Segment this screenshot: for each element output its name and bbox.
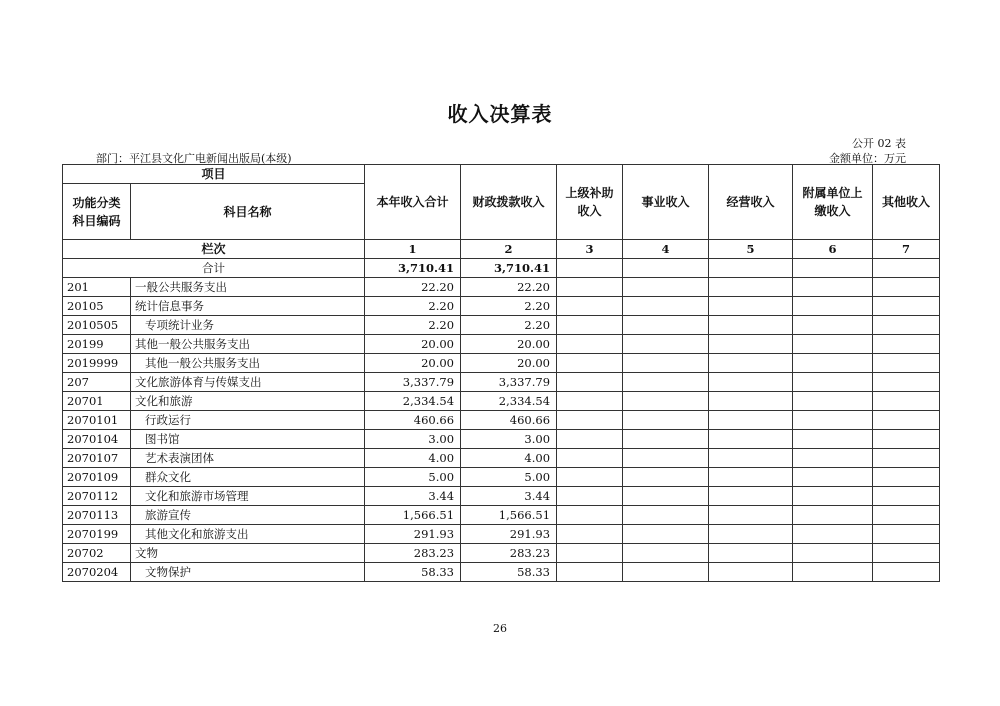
- header-affiliated: 附属单位上 缴收入: [793, 165, 873, 240]
- empty-cell: [623, 373, 709, 392]
- row-total-income: 3.44: [365, 487, 461, 506]
- empty-cell: [623, 487, 709, 506]
- empty-cell: [709, 316, 793, 335]
- row-code: 20105: [63, 297, 131, 316]
- row-code: 2070104: [63, 430, 131, 449]
- header-fiscal: 财政拨款收入: [461, 165, 557, 240]
- row-code: 207: [63, 373, 131, 392]
- empty-cell: [873, 354, 940, 373]
- total-row: [63, 259, 940, 278]
- row-name: 文物: [131, 544, 365, 563]
- row-fiscal-income: 5.00: [461, 468, 557, 487]
- row-code: 201: [63, 278, 131, 297]
- empty-cell: [557, 278, 623, 297]
- empty-cell: [557, 335, 623, 354]
- table-row: [63, 544, 940, 563]
- table-row: [63, 468, 940, 487]
- row-code: 2070112: [63, 487, 131, 506]
- empty-cell: [623, 525, 709, 544]
- header-business: 事业收入: [623, 165, 709, 240]
- table-row: [63, 506, 940, 525]
- empty-cell: [873, 392, 940, 411]
- empty-cell: [623, 316, 709, 335]
- header-other: 其他收入: [873, 165, 940, 240]
- row-total-income: 283.23: [365, 544, 461, 563]
- row-code: 20702: [63, 544, 131, 563]
- column-index-1: 1: [365, 240, 461, 259]
- row-name: 旅游宣传: [131, 506, 365, 525]
- empty-cell: [793, 411, 873, 430]
- row-fiscal-income: 58.33: [461, 563, 557, 582]
- empty-cell: [709, 259, 793, 278]
- header-name: 科目名称: [131, 184, 365, 240]
- empty-cell: [793, 392, 873, 411]
- row-name: 其他一般公共服务支出: [131, 354, 365, 373]
- table-row: [63, 487, 940, 506]
- total-label: 合计: [63, 259, 365, 278]
- row-code: 2070101: [63, 411, 131, 430]
- empty-cell: [709, 297, 793, 316]
- empty-cell: [709, 487, 793, 506]
- column-index-6: 6: [793, 240, 873, 259]
- empty-cell: [557, 392, 623, 411]
- table-row: [63, 449, 940, 468]
- header-total: 本年收入合计: [365, 165, 461, 240]
- empty-cell: [623, 430, 709, 449]
- row-name: 文物保护: [131, 563, 365, 582]
- row-total-income: 58.33: [365, 563, 461, 582]
- empty-cell: [873, 563, 940, 582]
- row-name: 其他文化和旅游支出: [131, 525, 365, 544]
- row-total-income: 2.20: [365, 316, 461, 335]
- empty-cell: [623, 544, 709, 563]
- table-row: [63, 430, 940, 449]
- row-fiscal-income: 3.00: [461, 430, 557, 449]
- row-fiscal-income: 2.20: [461, 297, 557, 316]
- empty-cell: [873, 411, 940, 430]
- page-title: 收入决算表: [447, 102, 553, 126]
- row-total-income: 2.20: [365, 297, 461, 316]
- row-name: 统计信息事务: [131, 297, 365, 316]
- empty-cell: [793, 278, 873, 297]
- empty-cell: [557, 430, 623, 449]
- table-row: [63, 563, 940, 582]
- empty-cell: [557, 487, 623, 506]
- empty-cell: [873, 335, 940, 354]
- empty-cell: [557, 411, 623, 430]
- empty-cell: [623, 468, 709, 487]
- table-row: [63, 373, 940, 392]
- empty-cell: [557, 373, 623, 392]
- empty-cell: [793, 316, 873, 335]
- empty-cell: [557, 544, 623, 563]
- column-index-2: 2: [461, 240, 557, 259]
- empty-cell: [873, 525, 940, 544]
- header-subsidy: 上级补助 收入: [557, 165, 623, 240]
- empty-cell: [623, 449, 709, 468]
- row-code: 20199: [63, 335, 131, 354]
- empty-cell: [709, 563, 793, 582]
- empty-cell: [873, 278, 940, 297]
- table-row: [63, 316, 940, 335]
- empty-cell: [709, 392, 793, 411]
- empty-cell: [709, 544, 793, 563]
- empty-cell: [709, 335, 793, 354]
- column-index-row: [63, 240, 940, 259]
- empty-cell: [709, 430, 793, 449]
- empty-cell: [793, 563, 873, 582]
- empty-cell: [793, 544, 873, 563]
- empty-cell: [709, 411, 793, 430]
- row-code: 2010505: [63, 316, 131, 335]
- empty-cell: [557, 449, 623, 468]
- row-code: 2070204: [63, 563, 131, 582]
- column-index-label: 栏次: [63, 240, 365, 259]
- row-name: 文化和旅游市场管理: [131, 487, 365, 506]
- row-code: 2070107: [63, 449, 131, 468]
- amount-unit-label: 金额单位：万元: [829, 152, 906, 165]
- row-name: 图书馆: [131, 430, 365, 449]
- row-total-income: 3.00: [365, 430, 461, 449]
- header-row-project: [63, 165, 940, 184]
- table-row: [63, 411, 940, 430]
- row-total-income: 20.00: [365, 354, 461, 373]
- empty-cell: [873, 316, 940, 335]
- row-code: 2070109: [63, 468, 131, 487]
- empty-cell: [623, 392, 709, 411]
- empty-cell: [709, 468, 793, 487]
- empty-cell: [873, 430, 940, 449]
- empty-cell: [557, 297, 623, 316]
- empty-cell: [557, 506, 623, 525]
- empty-cell: [873, 468, 940, 487]
- empty-cell: [793, 487, 873, 506]
- empty-cell: [623, 297, 709, 316]
- column-index-7: 7: [873, 240, 940, 259]
- total-fiscal: 3,710.41: [461, 259, 557, 278]
- row-total-income: 2,334.54: [365, 392, 461, 411]
- empty-cell: [873, 506, 940, 525]
- empty-cell: [623, 354, 709, 373]
- row-fiscal-income: 2,334.54: [461, 392, 557, 411]
- empty-cell: [623, 506, 709, 525]
- empty-cell: [709, 373, 793, 392]
- empty-cell: [873, 449, 940, 468]
- row-name: 文化和旅游: [131, 392, 365, 411]
- row-total-income: 3,337.79: [365, 373, 461, 392]
- row-total-income: 460.66: [365, 411, 461, 430]
- empty-cell: [709, 278, 793, 297]
- table-number: 公开 02 表: [852, 137, 906, 150]
- header-operating: 经营收入: [709, 165, 793, 240]
- empty-cell: [557, 563, 623, 582]
- empty-cell: [709, 354, 793, 373]
- empty-cell: [873, 297, 940, 316]
- empty-cell: [793, 468, 873, 487]
- row-name: 其他一般公共服务支出: [131, 335, 365, 354]
- row-fiscal-income: 3,337.79: [461, 373, 557, 392]
- empty-cell: [793, 449, 873, 468]
- column-index-5: 5: [709, 240, 793, 259]
- empty-cell: [557, 354, 623, 373]
- table-row: [63, 525, 940, 544]
- row-total-income: 291.93: [365, 525, 461, 544]
- empty-cell: [793, 259, 873, 278]
- empty-cell: [557, 468, 623, 487]
- row-fiscal-income: 291.93: [461, 525, 557, 544]
- empty-cell: [623, 278, 709, 297]
- row-code: 2070113: [63, 506, 131, 525]
- row-code: 2070199: [63, 525, 131, 544]
- empty-cell: [557, 316, 623, 335]
- empty-cell: [873, 373, 940, 392]
- empty-cell: [709, 525, 793, 544]
- empty-cell: [709, 449, 793, 468]
- empty-cell: [873, 544, 940, 563]
- empty-cell: [623, 411, 709, 430]
- empty-cell: [793, 506, 873, 525]
- row-name: 一般公共服务支出: [131, 278, 365, 297]
- row-name: 文化旅游体育与传媒支出: [131, 373, 365, 392]
- row-total-income: 1,566.51: [365, 506, 461, 525]
- empty-cell: [709, 506, 793, 525]
- row-name: 群众文化: [131, 468, 365, 487]
- income-table: [62, 164, 940, 582]
- row-total-income: 20.00: [365, 335, 461, 354]
- row-name: 行政运行: [131, 411, 365, 430]
- column-index-3: 3: [557, 240, 623, 259]
- row-fiscal-income: 20.00: [461, 335, 557, 354]
- table-row: [63, 354, 940, 373]
- row-fiscal-income: 20.00: [461, 354, 557, 373]
- empty-cell: [793, 525, 873, 544]
- department-label: 部门：平江县文化广电新闻出版局(本级): [96, 152, 292, 165]
- empty-cell: [793, 297, 873, 316]
- table-row: [63, 278, 940, 297]
- table-row: [63, 297, 940, 316]
- empty-cell: [793, 354, 873, 373]
- empty-cell: [557, 525, 623, 544]
- row-fiscal-income: 1,566.51: [461, 506, 557, 525]
- header-project: 项目: [63, 165, 365, 184]
- row-fiscal-income: 3.44: [461, 487, 557, 506]
- row-name: 专项统计业务: [131, 316, 365, 335]
- row-total-income: 5.00: [365, 468, 461, 487]
- table-row: [63, 335, 940, 354]
- header-code: 功能分类 科目编码: [63, 184, 131, 240]
- table-row: [63, 392, 940, 411]
- row-fiscal-income: 22.20: [461, 278, 557, 297]
- empty-cell: [793, 373, 873, 392]
- empty-cell: [873, 259, 940, 278]
- empty-cell: [623, 335, 709, 354]
- total-income: 3,710.41: [365, 259, 461, 278]
- empty-cell: [623, 259, 709, 278]
- column-index-4: 4: [623, 240, 709, 259]
- empty-cell: [793, 335, 873, 354]
- empty-cell: [557, 259, 623, 278]
- row-name: 艺术表演团体: [131, 449, 365, 468]
- row-fiscal-income: 2.20: [461, 316, 557, 335]
- row-fiscal-income: 283.23: [461, 544, 557, 563]
- row-code: 2019999: [63, 354, 131, 373]
- empty-cell: [623, 563, 709, 582]
- row-fiscal-income: 4.00: [461, 449, 557, 468]
- page-number: 26: [493, 622, 507, 635]
- row-code: 20701: [63, 392, 131, 411]
- row-total-income: 4.00: [365, 449, 461, 468]
- row-fiscal-income: 460.66: [461, 411, 557, 430]
- empty-cell: [873, 487, 940, 506]
- row-total-income: 22.20: [365, 278, 461, 297]
- empty-cell: [793, 430, 873, 449]
